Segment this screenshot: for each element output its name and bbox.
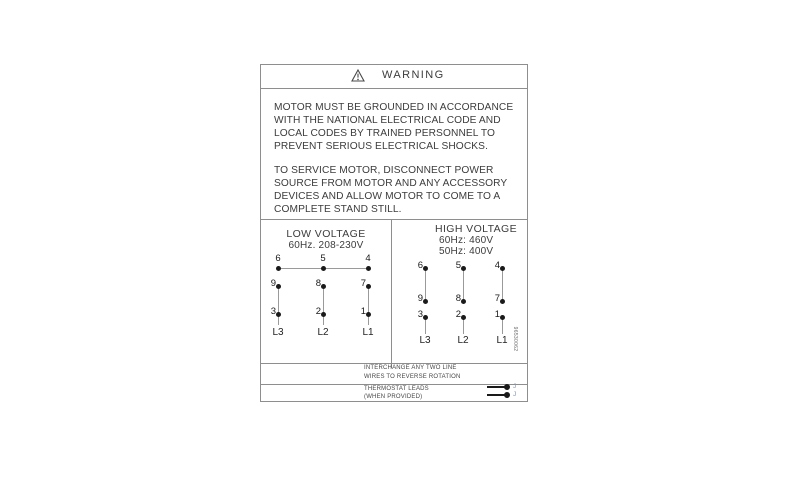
thermostat-note-line2: (WHEN PROVIDED): [364, 394, 423, 400]
high-voltage-title: HIGH VOLTAGE: [435, 223, 518, 235]
terminal-dot: [276, 312, 281, 317]
terminal-number: 8: [455, 293, 461, 304]
terminal-number: 9: [270, 278, 276, 289]
lead-wire-dot: [504, 384, 510, 390]
terminal-number: 1: [360, 306, 366, 317]
rotation-note-line1: INTERCHANGE ANY TWO LINE: [364, 365, 457, 371]
terminal-dot: [276, 266, 281, 271]
terminal-dot: [500, 266, 505, 271]
low-voltage-title: LOW VOLTAGE: [286, 228, 366, 240]
voltage-column-divider: [391, 219, 392, 368]
lead-label: L1: [496, 335, 508, 346]
warning-text-line: SOURCE FROM MOTOR AND ANY ACCESSORY: [274, 178, 508, 189]
lead-wire-dot: [504, 392, 510, 398]
warning-text-line: LOCAL CODES BY TRAINED PERSONNEL TO: [274, 128, 496, 139]
high-voltage-subtitle-60hz: 60Hz: 460V: [439, 235, 494, 246]
high-voltage-subtitle-50hz: 50Hz: 400V: [439, 246, 494, 257]
footer-divider-middle: [261, 384, 527, 385]
warning-text-line: COMPLETE STAND STILL.: [274, 204, 402, 215]
terminal-dot: [321, 266, 326, 271]
warning-triangle-icon: [351, 69, 365, 87]
terminal-number: 6: [275, 253, 281, 264]
terminal-dot: [500, 315, 505, 320]
low-voltage-subtitle: 60Hz. 208-230V: [288, 240, 364, 251]
motor-wiring-warning-label: [260, 64, 528, 402]
terminal-dot: [321, 312, 326, 317]
terminal-dot: [500, 299, 505, 304]
footer-divider-top: [261, 363, 527, 364]
terminal-number: 8: [315, 278, 321, 289]
terminal-dot: [276, 284, 281, 289]
terminal-dot: [461, 315, 466, 320]
terminal-dot: [366, 266, 371, 271]
connector-line: [323, 286, 324, 325]
rotation-note-line2: WIRES TO REVERSE ROTATION: [364, 374, 461, 380]
terminal-number: 5: [455, 260, 461, 271]
terminal-number: 3: [417, 309, 423, 320]
warning-text-line: PREVENT SERIOUS ELECTRICAL SHOCKS.: [274, 141, 488, 152]
terminal-number: 4: [494, 260, 500, 271]
warning-text-line: DEVICES AND ALLOW MOTOR TO COME TO A: [274, 191, 501, 202]
terminal-number: 1: [494, 309, 500, 320]
terminal-number: 2: [455, 309, 461, 320]
terminal-dot: [461, 299, 466, 304]
terminal-dot: [423, 299, 428, 304]
terminal-number: 7: [494, 293, 500, 304]
terminal-number: 9: [417, 293, 423, 304]
thermostat-note-line1: THERMOSTAT LEADS: [364, 386, 429, 392]
connector-line: [278, 286, 279, 325]
warning-text-block: [274, 101, 513, 216]
terminal-number: 5: [320, 253, 326, 264]
warning-header-title: WARNING: [382, 69, 445, 81]
terminal-number: 3: [270, 306, 276, 317]
part-number-vertical: 96530062: [512, 326, 518, 352]
lead-label: L2: [457, 335, 469, 346]
voltage-section-divider: [261, 219, 527, 220]
terminal-dot: [423, 315, 428, 320]
lead-label: L3: [419, 335, 431, 346]
connector-line: [368, 286, 369, 325]
terminal-number: 6: [417, 260, 423, 271]
terminal-dot: [366, 312, 371, 317]
connector-line: [463, 268, 464, 301]
warning-text-line: WITH THE NATIONAL ELECTRICAL CODE AND: [274, 115, 501, 126]
connector-line: [425, 268, 426, 301]
warning-text-line: MOTOR MUST BE GROUNDED IN ACCORDANCE: [274, 102, 514, 113]
warning-text-line: TO SERVICE MOTOR, DISCONNECT POWER: [274, 165, 494, 176]
terminal-dot: [321, 284, 326, 289]
terminal-number: 2: [315, 306, 321, 317]
terminal-number: 4: [365, 253, 371, 264]
terminal-dot: [423, 266, 428, 271]
lead-tag: J: [513, 391, 517, 398]
connector-line: [502, 268, 503, 301]
terminal-number: 7: [360, 278, 366, 289]
lead-label: L3: [272, 327, 284, 338]
lead-label: L1: [362, 327, 374, 338]
header-divider: [261, 88, 527, 89]
lead-label: L2: [317, 327, 329, 338]
lead-tag: J: [513, 383, 517, 390]
terminal-dot: [461, 266, 466, 271]
terminal-dot: [366, 284, 371, 289]
